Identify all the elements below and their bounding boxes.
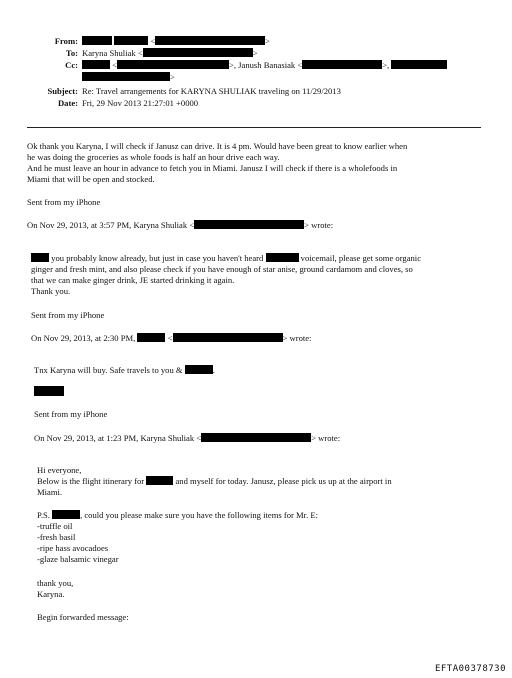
header-divider [27, 127, 481, 128]
body-line: Thank you. [31, 286, 71, 296]
to-bracket-close: > [252, 48, 258, 58]
from-label: From: [54, 36, 78, 46]
body-line: Miami that will be open and stocked. [27, 174, 155, 184]
redaction-box [185, 365, 213, 374]
list-item: -truffle oil [37, 521, 73, 531]
body-line: thank you, [37, 578, 74, 588]
to-label: To: [65, 48, 78, 58]
document-id: EFTA00378730 [434, 663, 506, 674]
redaction-box [302, 60, 382, 69]
redaction-box [117, 60, 229, 69]
quote-wrote: > wrote: [311, 433, 341, 443]
redaction-box [155, 36, 265, 45]
date-label: Date: [57, 98, 78, 108]
body-line: And he must leave an hour in advance to fetch you in Miami. Janusz I will check if there is a wholefoods in [27, 163, 398, 173]
body-line [37, 476, 392, 487]
from-bracket-close: > [265, 36, 271, 46]
list-item: -glaze balsamic vinegar [37, 554, 119, 564]
redaction-box [391, 60, 447, 69]
redaction-box [137, 333, 165, 342]
quote-attribution: On Nov 29, 2013, at 1:23 PM, Karyna Shuliak < [34, 433, 202, 443]
body-line [31, 253, 421, 264]
quote-attribution: On Nov 29, 2013, at 2:30 PM, [31, 333, 136, 343]
body-line: ginger and fresh mint, and also please check if you have enough of star anise, ground cardamom and cloves, so [31, 264, 413, 274]
redacted-line [34, 386, 64, 398]
cc-separator: >, [382, 60, 390, 70]
body-text: voicemail, please get some organic [298, 253, 422, 263]
redaction-box [31, 253, 49, 262]
quote-bracket: < [167, 333, 173, 343]
cc-label: Cc: [65, 60, 78, 70]
list-item: -fresh basil [37, 532, 76, 542]
body-text: P.S. [37, 510, 50, 520]
redaction-box [201, 433, 311, 442]
redaction-box [143, 48, 253, 57]
to-value [82, 48, 258, 59]
redaction-box [114, 36, 148, 45]
body-line [37, 510, 318, 521]
from-bracket: < [150, 36, 156, 46]
cc-name: >, Janush Banasiak < [229, 60, 303, 70]
cc-bracket-close: > [170, 72, 175, 82]
date-value: Fri, 29 Nov 2013 21:27:01 +0000 [82, 98, 199, 108]
body-line [34, 365, 215, 376]
list-item: -ripe hass avocadoes [37, 543, 109, 553]
quote-header [34, 433, 340, 444]
redaction-box [52, 510, 80, 519]
quote-header [31, 333, 311, 344]
body-text: and myself for today. Janusz, please pick us up at the airport in [173, 476, 392, 486]
body-line: that we can make ginger drink, JE started drinking it again. [31, 275, 235, 285]
body-text: , could you please make sure you have the following items for Mr. E: [80, 510, 319, 520]
quote-attribution: On Nov 29, 2013, at 3:57 PM, Karyna Shuliak < [27, 220, 195, 230]
subject-label: Subject: [47, 86, 78, 96]
cc-value [82, 60, 447, 71]
body-line: Begin forwarded message: [37, 612, 129, 622]
quote-header [27, 220, 333, 231]
cc-value-cont [82, 72, 175, 83]
redaction-box [34, 386, 64, 396]
signature-line: Sent from my iPhone [31, 310, 105, 320]
body-line: he was doing the groceries as whole foods is half an hour drive each way. [27, 152, 280, 162]
body-line: Karyna. [37, 589, 65, 599]
body-text: . [212, 365, 215, 375]
subject-value: Re: Travel arrangements for KARYNA SHULIAK traveling on 11/29/2013 [82, 86, 341, 96]
signature-line: Sent from my iPhone [34, 409, 108, 419]
to-name: Karyna Shuliak < [82, 48, 143, 58]
redaction-box [146, 476, 173, 485]
quote-wrote: > wrote: [282, 333, 312, 343]
redaction-box [82, 60, 110, 69]
body-line: Ok thank you Karyna, I will check if Janusz can drive. It is 4 pm. Would have been great to know earlier when [27, 141, 408, 151]
signature-line: Sent from my iPhone [27, 197, 101, 207]
cc-bracket: < [112, 60, 118, 70]
from-value [82, 36, 270, 47]
body-text: you probably know already, but just in case you haven't heard [49, 253, 264, 263]
quote-wrote: > wrote: [304, 220, 334, 230]
body-line: Hi everyone, [37, 465, 82, 475]
body-line: Miami. [37, 487, 63, 497]
redaction-box [82, 72, 170, 81]
body-text: Tnx Karyna will buy. Safe travels to you & [34, 365, 183, 375]
redaction-box [266, 253, 299, 262]
body-text: Below is the flight itinerary for [37, 476, 145, 486]
redaction-box [173, 333, 283, 342]
redaction-box [194, 220, 304, 229]
redaction-box [82, 36, 112, 45]
